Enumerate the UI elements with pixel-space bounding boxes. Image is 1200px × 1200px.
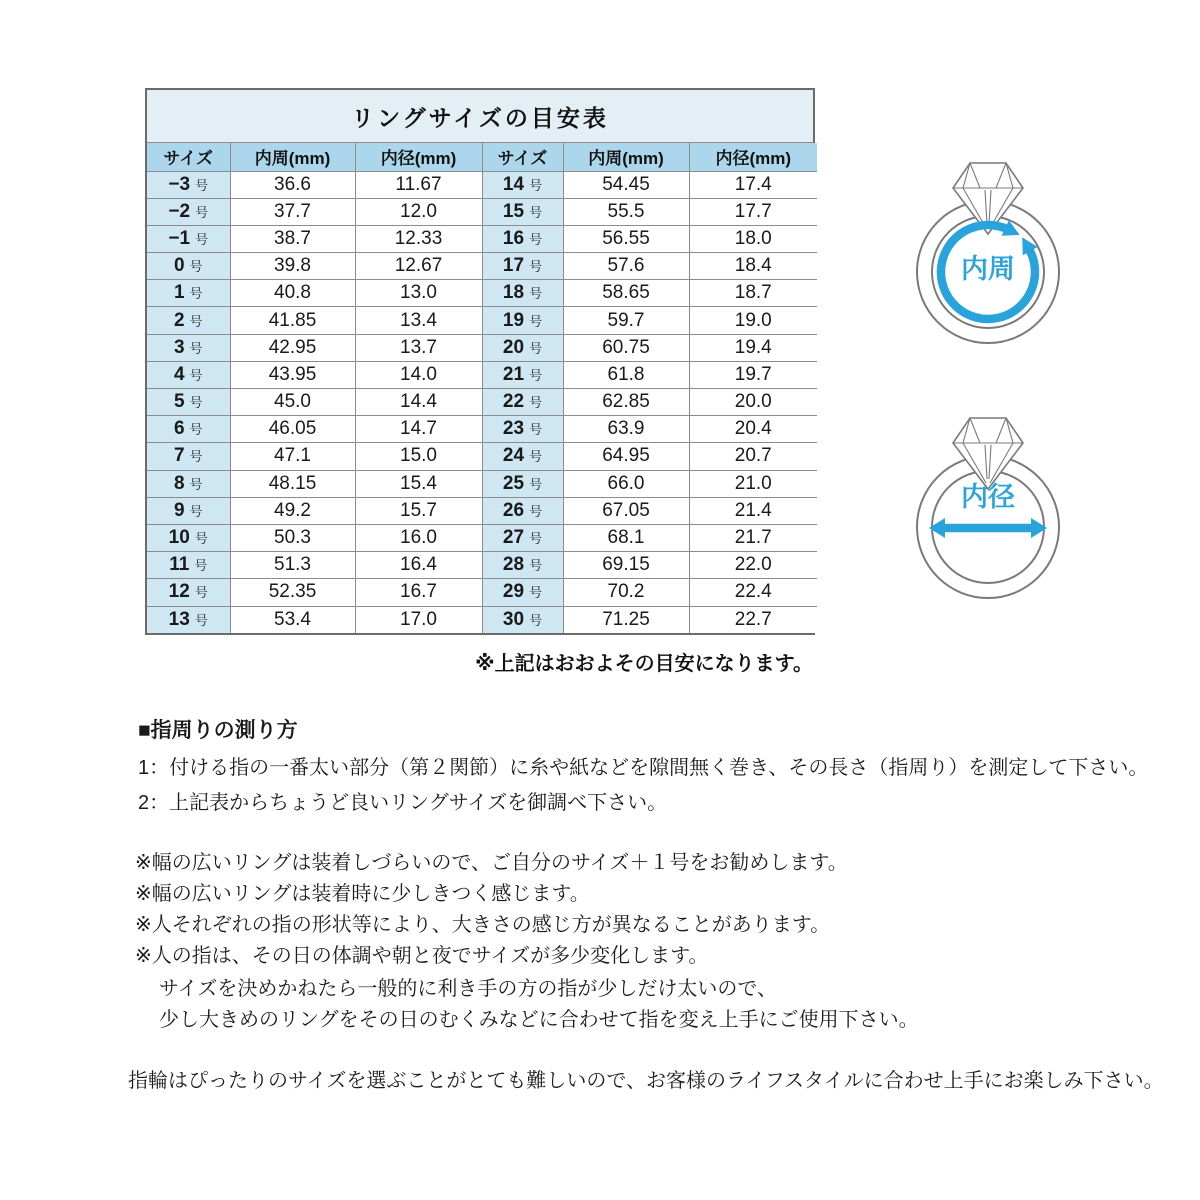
table-row [147, 524, 817, 551]
size-unit: 号 [189, 503, 203, 519]
size-cell [482, 443, 563, 470]
size-number: 8 [173, 472, 185, 494]
diameter-cell: 15.4 [355, 470, 482, 497]
size-cell [147, 497, 230, 524]
diameter-cell: 21.7 [689, 524, 817, 551]
circumference-cell: 38.7 [230, 225, 355, 252]
note-line-3: ※人それぞれの指の形状等により、大きさの感じ方が異なることがあります。 [135, 914, 831, 936]
size-cell [147, 524, 230, 551]
table-row [147, 443, 817, 470]
measuring-heading: ■指周りの測り方 [138, 719, 298, 742]
table-row [147, 579, 817, 606]
size-number: 20 [502, 336, 525, 358]
size-cell [147, 416, 230, 443]
diameter-cell: 19.7 [689, 361, 817, 388]
size-cell [147, 171, 230, 198]
ring-size-table-grid [147, 143, 817, 633]
size-unit: 号 [195, 177, 209, 193]
circumference-cell: 60.75 [563, 334, 689, 361]
circumference-cell: 47.1 [230, 443, 355, 470]
note-line-5-indented: サイズを決めかねたら一般的に利き手の方の指が少しだけ太いので、 [159, 978, 777, 1000]
size-cell [482, 524, 563, 551]
size-unit: 号 [529, 286, 543, 302]
size-cell [482, 416, 563, 443]
table-title: リングサイズの目安表 [147, 90, 813, 143]
diameter-cell: 15.7 [355, 497, 482, 524]
circumference-cell: 54.45 [563, 171, 689, 198]
diameter-cell: 12.0 [355, 198, 482, 225]
diameter-cell: 18.0 [689, 225, 817, 252]
size-cell [482, 280, 563, 307]
size-number: 3 [173, 336, 185, 358]
diameter-cell: 18.7 [689, 280, 817, 307]
table-header-row [147, 143, 817, 171]
size-number: 16 [502, 227, 525, 249]
size-number: −3 [168, 173, 191, 195]
size-unit: 号 [529, 367, 543, 383]
diameter-cell: 12.67 [355, 253, 482, 280]
diameter-cell: 22.7 [689, 606, 817, 633]
size-unit: 号 [195, 231, 209, 247]
size-unit: 号 [529, 449, 543, 465]
diameter-cell: 19.4 [689, 334, 817, 361]
circumference-cell: 51.3 [230, 552, 355, 579]
size-unit: 号 [529, 476, 543, 492]
size-cell [147, 389, 230, 416]
table-row [147, 470, 817, 497]
size-number: −2 [168, 200, 191, 222]
diameter-cell: 20.4 [689, 416, 817, 443]
circumference-cell: 63.9 [563, 416, 689, 443]
size-unit: 号 [529, 531, 543, 547]
size-number: 4 [173, 363, 185, 385]
circumference-cell: 37.7 [230, 198, 355, 225]
circumference-cell: 39.8 [230, 253, 355, 280]
size-number: 11 [169, 554, 190, 576]
note-line-4: ※人の指は、その日の体調や朝と夜でサイズが多少変化します。 [135, 945, 709, 967]
size-cell [482, 389, 563, 416]
size-cell [147, 334, 230, 361]
size-unit: 号 [529, 340, 543, 356]
size-cell [147, 361, 230, 388]
col-header-size-left: サイズ [147, 143, 230, 171]
circumference-cell: 56.55 [563, 225, 689, 252]
diameter-cell: 21.0 [689, 470, 817, 497]
size-cell [147, 225, 230, 252]
measuring-step-1: 1：付ける指の一番太い部分（第２関節）に糸や紙などを隙間無く巻き、その長さ（指周り）を測定して下さい。 [138, 757, 1149, 779]
closing-note: 指輪はぴったりのサイズを選ぶことがとても難しいので、お客様のライフスタイルに合わせ上手にお楽しみ下さい。 [128, 1070, 1164, 1092]
size-number: 25 [502, 472, 525, 494]
table-row [147, 497, 817, 524]
diameter-cell: 20.0 [689, 389, 817, 416]
size-unit: 号 [189, 449, 203, 465]
size-unit: 号 [195, 204, 209, 220]
diameter-cell: 16.0 [355, 524, 482, 551]
table-row [147, 198, 817, 225]
size-unit: 号 [194, 558, 208, 574]
circumference-cell: 36.6 [230, 171, 355, 198]
size-number: 23 [502, 418, 525, 440]
circumference-cell: 40.8 [230, 280, 355, 307]
size-number: 17 [502, 255, 525, 277]
table-row [147, 307, 817, 334]
note-line-1: ※幅の広いリングは装着しづらいので、ご自分のサイズ＋１号をお勧めします。 [135, 852, 848, 874]
table-row [147, 389, 817, 416]
diameter-cell: 13.0 [355, 280, 482, 307]
ring-size-table-body [147, 171, 817, 633]
circumference-cell: 41.85 [230, 307, 355, 334]
size-cell [482, 497, 563, 524]
circumference-cell: 68.1 [563, 524, 689, 551]
col-header-circumference-right: 内周(mm) [563, 143, 689, 171]
size-cell [482, 579, 563, 606]
inner-diameter-label: 内径 [961, 482, 1015, 512]
diameter-cell: 12.33 [355, 225, 482, 252]
circumference-cell: 42.95 [230, 334, 355, 361]
circumference-cell: 69.15 [563, 552, 689, 579]
size-number: 26 [502, 499, 525, 521]
size-unit: 号 [189, 313, 203, 329]
size-number: 2 [173, 309, 185, 331]
size-number: 19 [502, 309, 525, 331]
size-number: −1 [168, 227, 191, 249]
diameter-cell: 14.0 [355, 361, 482, 388]
size-cell [482, 470, 563, 497]
table-row [147, 280, 817, 307]
size-number: 12 [168, 581, 190, 603]
size-unit: 号 [529, 259, 543, 275]
diameter-cell: 14.4 [355, 389, 482, 416]
size-cell [147, 606, 230, 633]
size-number: 0 [173, 255, 185, 277]
circumference-cell: 71.25 [563, 606, 689, 633]
table-row [147, 361, 817, 388]
note-line-2: ※幅の広いリングは装着時に少しきつく感じます。 [135, 883, 590, 905]
size-unit: 号 [529, 231, 543, 247]
diameter-cell: 14.7 [355, 416, 482, 443]
size-unit: 号 [189, 286, 203, 302]
circumference-cell: 67.05 [563, 497, 689, 524]
circumference-cell: 49.2 [230, 497, 355, 524]
size-number: 30 [502, 608, 525, 630]
size-cell [147, 443, 230, 470]
table-row [147, 606, 817, 633]
size-number: 28 [502, 554, 525, 576]
size-cell [147, 307, 230, 334]
size-unit: 号 [529, 422, 543, 438]
size-unit: 号 [189, 367, 203, 383]
size-unit: 号 [189, 422, 203, 438]
table-row [147, 552, 817, 579]
circumference-cell: 53.4 [230, 606, 355, 633]
size-unit: 号 [194, 612, 208, 628]
size-unit: 号 [189, 340, 203, 356]
size-unit: 号 [189, 395, 203, 411]
col-header-circumference-left: 内周(mm) [230, 143, 355, 171]
diameter-cell: 16.7 [355, 579, 482, 606]
col-header-diameter-right: 内径(mm) [689, 143, 817, 171]
circumference-cell: 66.0 [563, 470, 689, 497]
diameter-cell: 17.0 [355, 606, 482, 633]
size-cell [147, 579, 230, 606]
circumference-cell: 64.95 [563, 443, 689, 470]
size-unit: 号 [529, 395, 543, 411]
table-row [147, 171, 817, 198]
size-cell [147, 253, 230, 280]
diameter-cell: 15.0 [355, 443, 482, 470]
diameter-cell: 13.4 [355, 307, 482, 334]
inner-circumference-label: 内周 [961, 254, 1015, 284]
circumference-cell: 52.35 [230, 579, 355, 606]
size-number: 15 [502, 200, 525, 222]
diameter-cell: 11.67 [355, 171, 482, 198]
size-cell [482, 307, 563, 334]
size-unit: 号 [529, 558, 543, 574]
circumference-cell: 50.3 [230, 524, 355, 551]
diameter-cell: 18.4 [689, 253, 817, 280]
note-line-6-indented: 少し大きめのリングをその日のむくみなどに合わせて指を変え上手にご使用下さい。 [159, 1009, 919, 1031]
diameter-cell: 17.7 [689, 198, 817, 225]
table-row [147, 334, 817, 361]
size-cell [482, 361, 563, 388]
size-number: 7 [173, 445, 185, 467]
diameter-cell: 16.4 [355, 552, 482, 579]
ring-size-table [145, 88, 815, 635]
size-number: 22 [502, 391, 525, 413]
diameter-cell: 13.7 [355, 334, 482, 361]
circumference-cell: 61.8 [563, 361, 689, 388]
circumference-cell: 62.85 [563, 389, 689, 416]
col-header-size-right: サイズ [482, 143, 563, 171]
circumference-cell: 46.05 [230, 416, 355, 443]
table-row [147, 416, 817, 443]
ring-diagram-inner-circumference [903, 150, 1073, 350]
circumference-cell: 59.7 [563, 307, 689, 334]
size-unit: 号 [189, 476, 203, 492]
size-number: 1 [173, 282, 185, 304]
size-number: 27 [502, 527, 525, 549]
size-unit: 号 [529, 503, 543, 519]
circumference-cell: 48.15 [230, 470, 355, 497]
size-cell [147, 470, 230, 497]
size-unit: 号 [529, 313, 543, 329]
diameter-cell: 20.7 [689, 443, 817, 470]
circumference-cell: 45.0 [230, 389, 355, 416]
diameter-cell: 22.0 [689, 552, 817, 579]
size-unit: 号 [194, 585, 208, 601]
size-unit: 号 [189, 259, 203, 275]
circumference-cell: 70.2 [563, 579, 689, 606]
size-number: 13 [168, 608, 190, 630]
col-header-diameter-left: 内径(mm) [355, 143, 482, 171]
size-cell [482, 552, 563, 579]
size-unit: 号 [529, 204, 543, 220]
size-unit: 号 [529, 612, 543, 628]
size-number: 9 [173, 499, 185, 521]
circumference-cell: 55.5 [563, 198, 689, 225]
size-cell [482, 198, 563, 225]
size-number: 18 [502, 282, 525, 304]
ring-diagram-inner-diameter [903, 405, 1073, 605]
size-unit: 号 [529, 177, 543, 193]
size-unit: 号 [194, 531, 208, 547]
size-cell [147, 280, 230, 307]
table-footnote: ※上記はおおよその目安になります。 [475, 653, 813, 675]
size-cell [147, 198, 230, 225]
table-row [147, 253, 817, 280]
size-cell [482, 334, 563, 361]
size-cell [482, 171, 563, 198]
size-number: 14 [502, 173, 525, 195]
table-row [147, 225, 817, 252]
size-cell [147, 552, 230, 579]
size-number: 24 [502, 445, 525, 467]
diameter-cell: 19.0 [689, 307, 817, 334]
diameter-cell: 17.4 [689, 171, 817, 198]
diameter-cell: 22.4 [689, 579, 817, 606]
circumference-cell: 58.65 [563, 280, 689, 307]
circumference-cell: 57.6 [563, 253, 689, 280]
size-number: 10 [168, 527, 190, 549]
size-unit: 号 [529, 585, 543, 601]
measuring-step-2: 2：上記表からちょうど良いリングサイズを御調べ下さい。 [138, 792, 668, 814]
diameter-cell: 21.4 [689, 497, 817, 524]
size-number: 5 [173, 391, 185, 413]
size-number: 29 [502, 581, 525, 603]
circumference-cell: 43.95 [230, 361, 355, 388]
size-number: 21 [502, 363, 525, 385]
size-cell [482, 253, 563, 280]
size-cell [482, 225, 563, 252]
size-cell [482, 606, 563, 633]
size-number: 6 [173, 418, 185, 440]
